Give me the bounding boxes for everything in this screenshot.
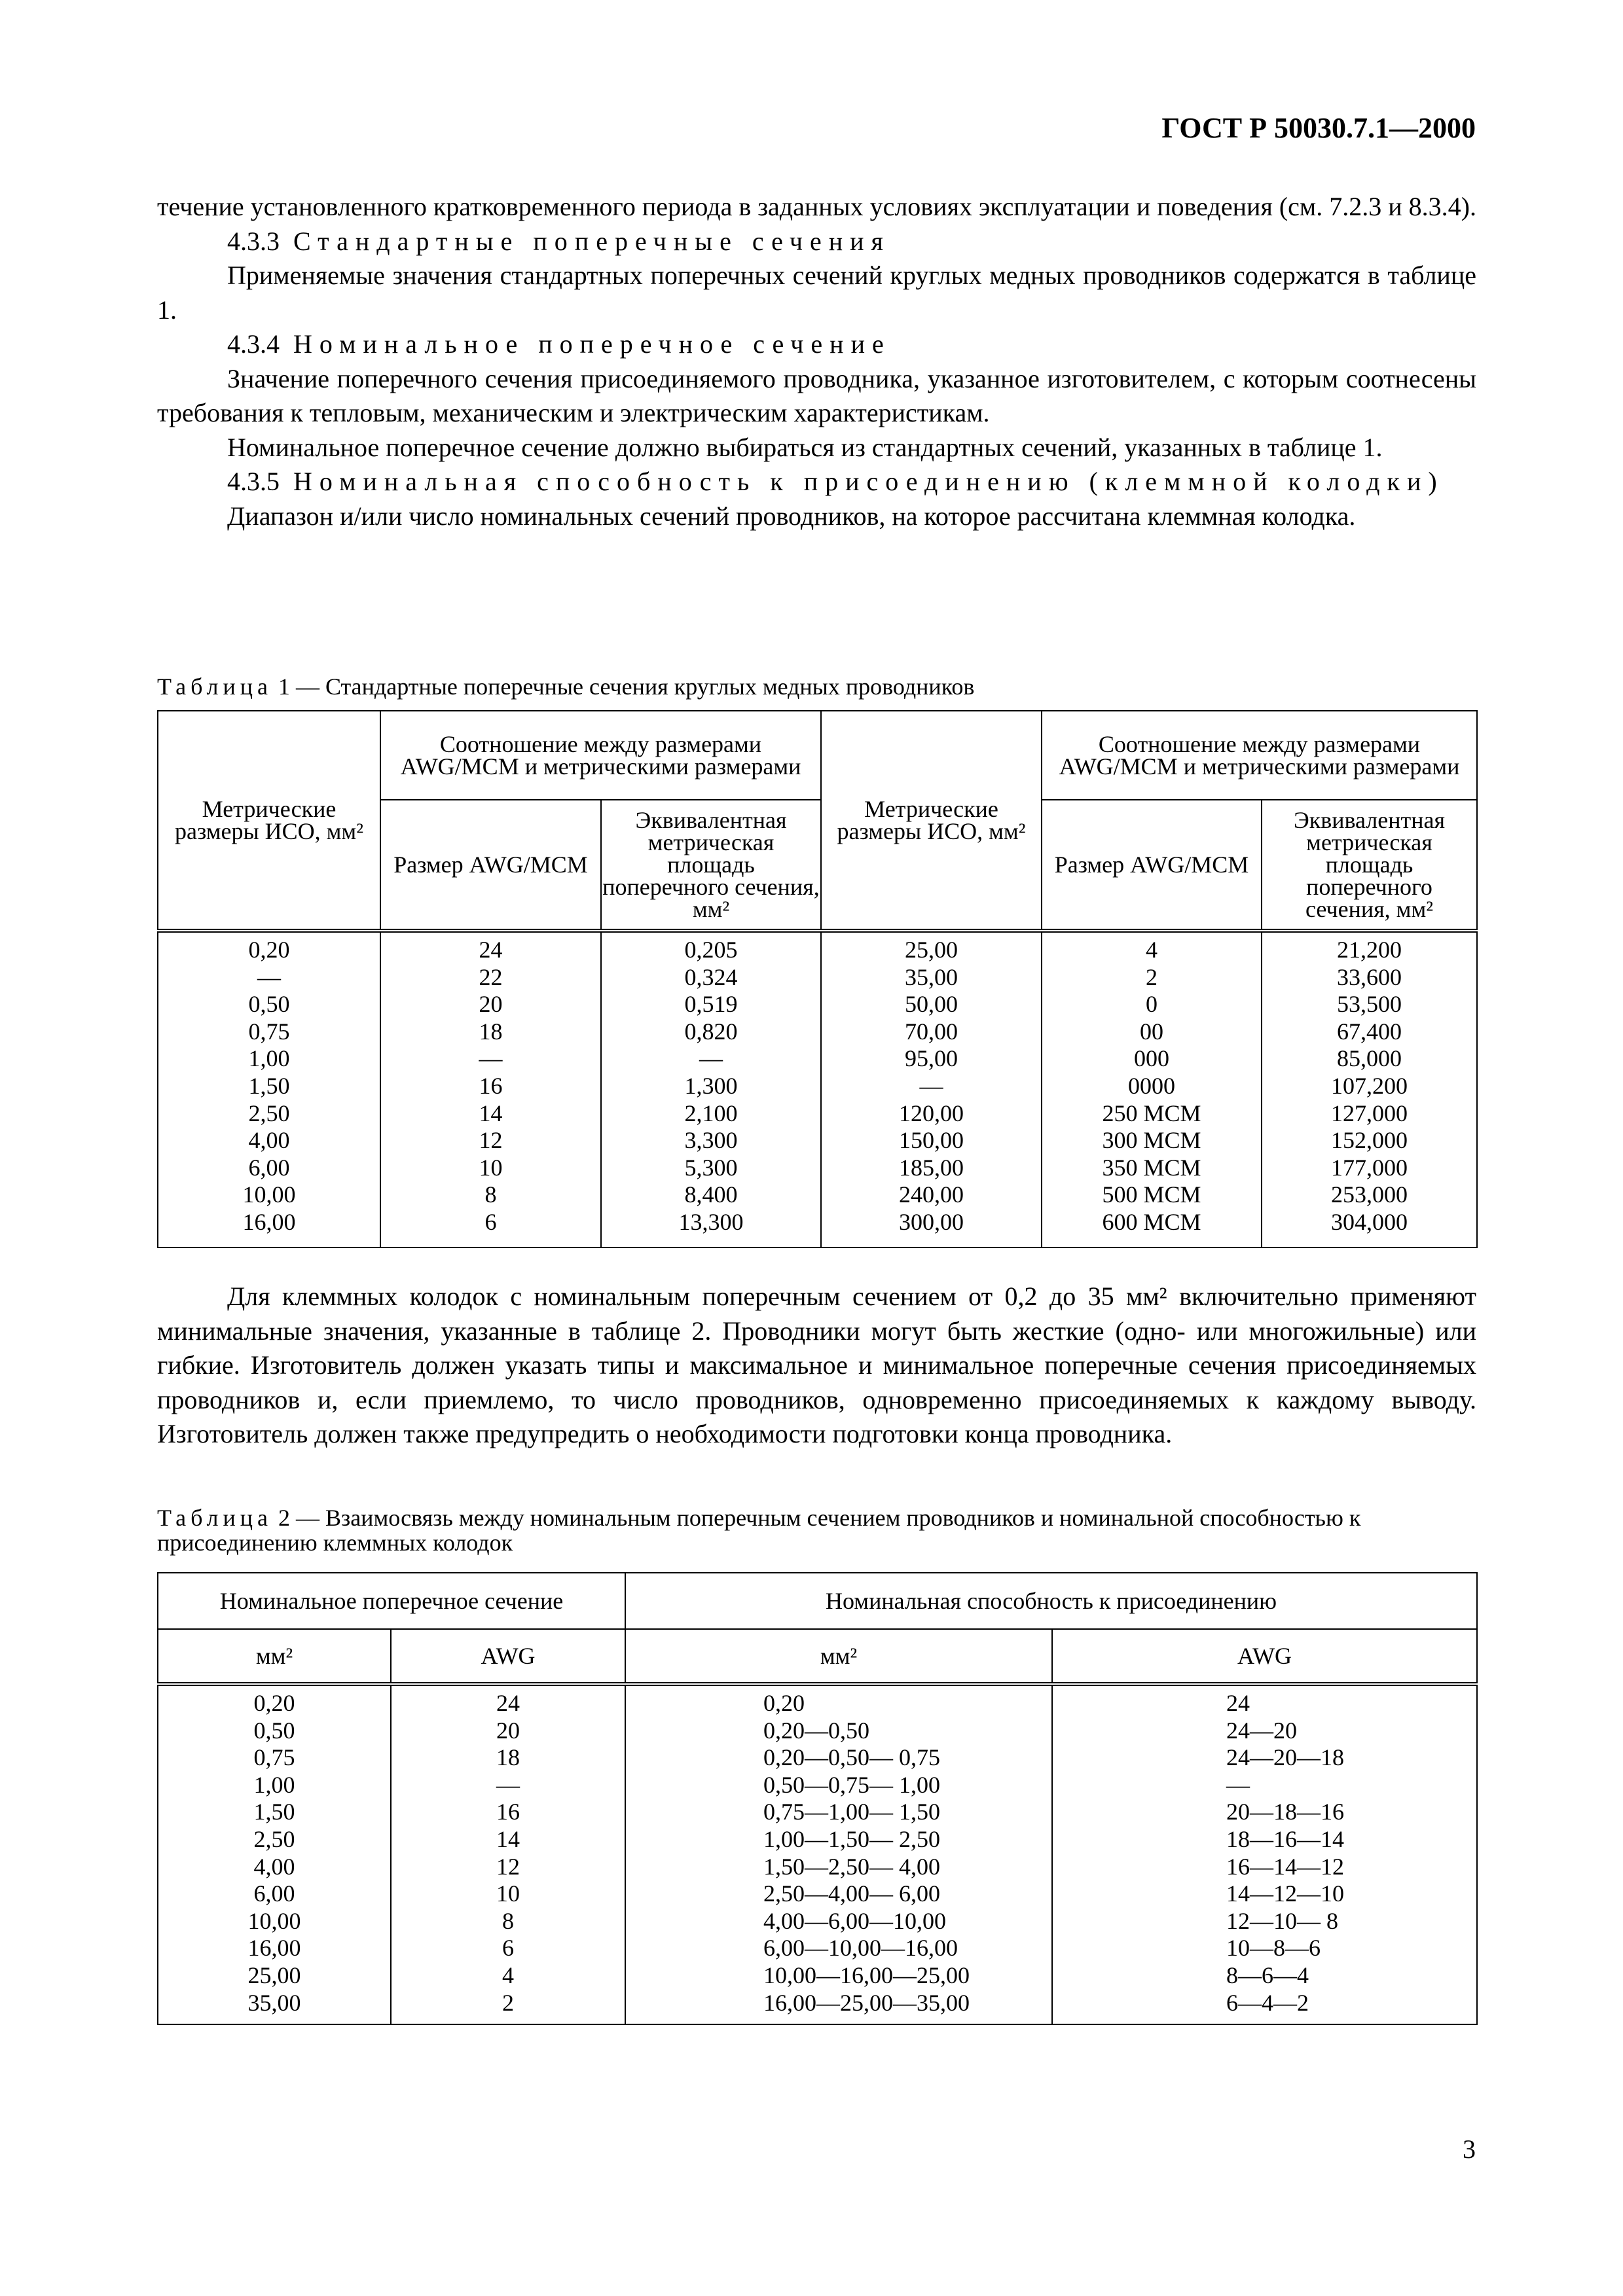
table-cell: 2,50—4,00— 6,00	[763, 1880, 940, 1907]
table-cell: 20—18—16	[1226, 1799, 1344, 1825]
table-cell: —	[1226, 1771, 1250, 1798]
table-cell: 120,00	[899, 1100, 964, 1126]
table-cell: 304,000	[1331, 1208, 1408, 1235]
table-cell: 25,00	[905, 937, 958, 963]
table-cell: 70,00	[905, 1018, 958, 1045]
table-cell: 33,600	[1337, 963, 1402, 990]
table-cell: 1,300	[684, 1072, 738, 1099]
table-cell: 500 MCM	[1102, 1181, 1201, 1208]
table-cell: 6	[502, 1935, 514, 1962]
table-cell: 0,519	[684, 991, 738, 1018]
table-cell: 107,200	[1331, 1072, 1408, 1099]
table-cell: 1,00	[253, 1771, 295, 1798]
table-cell: —	[919, 1072, 943, 1099]
table-cell: 6—4—2	[1226, 1989, 1309, 2016]
table1	[157, 710, 1478, 1248]
table-cell: 10,00—16,00—25,00	[763, 1962, 970, 1988]
table-cell: 5,300	[684, 1154, 738, 1181]
table2-header-awg: AWG	[1052, 1629, 1477, 1684]
table-cell: 0,205	[684, 937, 738, 963]
paragraph: Для клеммных колодок с номинальным поперечным сечением от 0,2 до 35 мм² включительно применяют минимальные значения, указанные в таблице 2. Проводники могут быть жесткие (одно- или многожильные) или гибкие. Изготовитель должен указать типы и максимальное и минимальное поперечные сечения присоединяемых проводников и, если приемлемо, то число проводников, одновременно присоединяемых к каждому выводу. Изготовитель должен также предупредить о необходимости подготовки конца проводника.	[157, 1282, 1476, 1448]
table-cell: 14	[496, 1825, 520, 1852]
table-cell: 53,500	[1337, 991, 1402, 1018]
table-cell: 13,300	[678, 1208, 744, 1235]
table-cell: 10,00	[242, 1181, 296, 1208]
table-cell: 4,00—6,00—10,00	[763, 1907, 946, 1934]
table-cell: 185,00	[899, 1154, 964, 1181]
table-cell: 0,20	[248, 937, 290, 963]
table-cell: 2,50	[253, 1825, 295, 1852]
body-text-after-table1	[157, 1280, 1476, 1452]
table2-col-nominal-awg	[391, 1684, 625, 2024]
table-cell: 18	[479, 1018, 503, 1045]
table-cell: 20	[496, 1717, 520, 1744]
table-cell: 35,00	[905, 963, 958, 990]
table-cell: 14—12—10	[1226, 1880, 1344, 1907]
table-cell: 1,00—1,50— 2,50	[763, 1825, 940, 1852]
table1-col-metric	[821, 931, 1042, 1247]
table-cell: 1,50—2,50— 4,00	[763, 1853, 940, 1880]
table-cell: 8	[502, 1907, 514, 1934]
table1-col-awg	[380, 931, 601, 1247]
table-cell: 8,400	[684, 1181, 738, 1208]
table1-header-equivalent: Эквивалентная метрическая площадь поперечного сечения, мм²	[1262, 800, 1477, 931]
table-cell: 18—16—14	[1226, 1825, 1344, 1852]
table-cell: 0,75—1,00— 1,50	[763, 1799, 940, 1825]
table1-header-size: Размер AWG/MCM	[1042, 800, 1262, 931]
table-cell: 25,00	[247, 1962, 301, 1988]
paragraph: Значение поперечного сечения присоединяемого проводника, указанное изготовителем, с которым соотнесены требования к тепловым, механическим и электрическим характеристикам.	[157, 363, 1476, 427]
table-cell: 350 MCM	[1102, 1154, 1201, 1181]
table-cell: 300,00	[899, 1208, 964, 1235]
document-header: ГОСТ Р 50030.7.1—2000	[1161, 112, 1476, 144]
table2-header-mm2: мм²	[158, 1629, 391, 1684]
table-cell: 300 MCM	[1102, 1127, 1201, 1154]
table-cell: 0,20—0,50	[763, 1717, 869, 1744]
table2-header-capacity: Номинальная способность к присоединению	[625, 1573, 1477, 1629]
table-cell: 24—20—18	[1226, 1744, 1344, 1771]
table-cell: 2,100	[684, 1100, 738, 1126]
table-cell: 0	[1146, 991, 1158, 1018]
table-cell: 4	[1146, 937, 1158, 963]
table-cell: 2	[1146, 963, 1158, 990]
table-cell: 85,000	[1337, 1045, 1402, 1072]
table-cell: 0,75	[253, 1744, 295, 1771]
table-cell: 1,50	[248, 1072, 290, 1099]
table-cell: 95,00	[905, 1045, 958, 1072]
table-cell: 0,20	[763, 1690, 805, 1716]
table-cell: 0,820	[684, 1018, 738, 1045]
table-cell: 00	[1140, 1018, 1163, 1045]
table-cell: 2,50	[248, 1100, 290, 1126]
table2-col-nominal-mm2	[158, 1684, 391, 2024]
table2-col-capacity-awg	[1052, 1684, 1477, 2024]
table-cell: 16	[479, 1072, 503, 1099]
table-cell: 24	[479, 937, 503, 963]
table-cell: 50,00	[905, 991, 958, 1018]
table-cell: 14	[479, 1100, 503, 1126]
table-cell: 0,324	[684, 963, 738, 990]
table-cell: 150,00	[899, 1127, 964, 1154]
table-cell: 240,00	[899, 1181, 964, 1208]
table2-body-row	[158, 1684, 1477, 2024]
table-cell: 24—20	[1226, 1717, 1297, 1744]
table-cell: 10	[479, 1154, 503, 1181]
table-cell: 0,50	[253, 1717, 295, 1744]
table-cell: 12—10— 8	[1226, 1907, 1338, 1934]
table2-col-capacity-mm2	[625, 1684, 1052, 2024]
table-cell: 24	[496, 1690, 520, 1716]
table-cell: 24	[1226, 1690, 1250, 1716]
table1-col-area	[601, 931, 821, 1247]
table-cell: 600 MCM	[1102, 1208, 1201, 1235]
paragraph: течение установленного кратковременного периода в заданных условиях эксплуатации и поведения (см. 7.2.3 и 8.3.4).	[157, 192, 1476, 221]
table-cell: 21,200	[1337, 937, 1402, 963]
table-cell: 000	[1134, 1045, 1169, 1072]
table-cell: —	[257, 963, 281, 990]
table-cell: 16,00	[247, 1935, 301, 1962]
page-number: 3	[1463, 2134, 1476, 2164]
table2	[157, 1572, 1478, 2025]
table1-header-equivalent: Эквивалентная метрическая площадь поперечного сечения, мм²	[601, 800, 821, 931]
table-cell: 8—6—4	[1226, 1962, 1309, 1988]
table-cell: 0000	[1128, 1072, 1175, 1099]
table-cell: —	[496, 1771, 520, 1798]
table-cell: 22	[479, 963, 503, 990]
section-heading-4-3-5: 4.3.5 Номинальная способность к присоединению (клеммной колодки)	[227, 467, 1444, 496]
table-cell: 67,400	[1337, 1018, 1402, 1045]
table2-header-nominal: Номинальное поперечное сечение	[158, 1573, 625, 1629]
table1-header-relation: Соотношение между размерами AWG/MCM и метрическими размерами	[380, 711, 821, 800]
table-cell: 0,50	[248, 991, 290, 1018]
table-cell: 6,00	[253, 1880, 295, 1907]
table-cell: 6	[484, 1208, 497, 1235]
table-cell: 0,75	[248, 1018, 290, 1045]
paragraph: Применяемые значения стандартных поперечных сечений круглых медных проводников содержатся в таблице 1.	[157, 260, 1476, 325]
table-cell: 4,00	[248, 1127, 290, 1154]
table-cell: 1,00	[248, 1045, 290, 1072]
table-cell: 253,000	[1331, 1181, 1408, 1208]
table-cell: 177,000	[1331, 1154, 1408, 1181]
table-cell: 16	[496, 1799, 520, 1825]
section-heading-4-3-4: 4.3.4 Номинальное поперечное сечение	[227, 329, 891, 359]
table1-header-size: Размер AWG/MCM	[380, 800, 601, 931]
table-cell: 250 MCM	[1102, 1100, 1201, 1126]
table-cell: 12	[479, 1127, 503, 1154]
table-cell: 152,000	[1331, 1127, 1408, 1154]
table-cell: 2	[502, 1989, 514, 2016]
table-cell: 0,50—0,75— 1,00	[763, 1771, 940, 1798]
table2-caption: Таблица 2 — Взаимосвязь между номинальным поперечным сечением проводников и номинальной способностью к присоединению клеммных колодок	[157, 1505, 1361, 1556]
table1-header-metric: Метрические размеры ИСО, мм²	[821, 711, 1042, 931]
table-cell: 127,000	[1331, 1100, 1408, 1126]
table1-header-relation: Соотношение между размерами AWG/MCM и метрическими размерами	[1042, 711, 1477, 800]
table-cell: 10,00	[247, 1907, 301, 1934]
table1-col-awg	[1042, 931, 1262, 1247]
table1-col-metric	[158, 931, 380, 1247]
table-cell: 16,00—25,00—35,00	[763, 1989, 970, 2016]
body-text	[157, 190, 1476, 533]
table-cell: —	[479, 1045, 503, 1072]
paragraph: Диапазон и/или число номинальных сечений проводников, на которое рассчитана клеммная колодка.	[227, 501, 1356, 531]
table1-body-row	[158, 931, 1477, 1247]
table-cell: 12	[496, 1853, 520, 1880]
table-cell: 0,20	[253, 1690, 295, 1716]
section-heading-4-3-3: 4.3.3 Стандартные поперечные сечения	[227, 226, 890, 256]
table-cell: 16,00	[242, 1208, 296, 1235]
paragraph: Номинальное поперечное сечение должно выбираться из стандартных сечений, указанных в таблице 1.	[227, 432, 1383, 462]
table1-col-area	[1262, 931, 1477, 1247]
table-cell: 10—8—6	[1226, 1935, 1321, 1962]
table-cell: 10	[496, 1880, 520, 1907]
table-cell: 8	[484, 1181, 497, 1208]
table-cell: 4	[502, 1962, 514, 1988]
table2-header-mm2: мм²	[625, 1629, 1052, 1684]
table1-header-metric: Метрические размеры ИСО, мм²	[158, 711, 380, 931]
table-cell: 20	[479, 991, 503, 1018]
table-cell: 16—14—12	[1226, 1853, 1344, 1880]
table1-caption: Таблица 1 — Стандартные поперечные сечения круглых медных проводников	[157, 673, 975, 700]
table-cell: —	[699, 1045, 723, 1072]
table-cell: 18	[496, 1744, 520, 1771]
table-cell: 1,50	[253, 1799, 295, 1825]
table2-header-awg: AWG	[391, 1629, 625, 1684]
table-cell: 35,00	[247, 1989, 301, 2016]
table-cell: 6,00—10,00—16,00	[763, 1935, 958, 1962]
table-cell: 3,300	[684, 1127, 738, 1154]
table-cell: 4,00	[253, 1853, 295, 1880]
table-cell: 0,20—0,50— 0,75	[763, 1744, 940, 1771]
table-cell: 6,00	[248, 1154, 290, 1181]
